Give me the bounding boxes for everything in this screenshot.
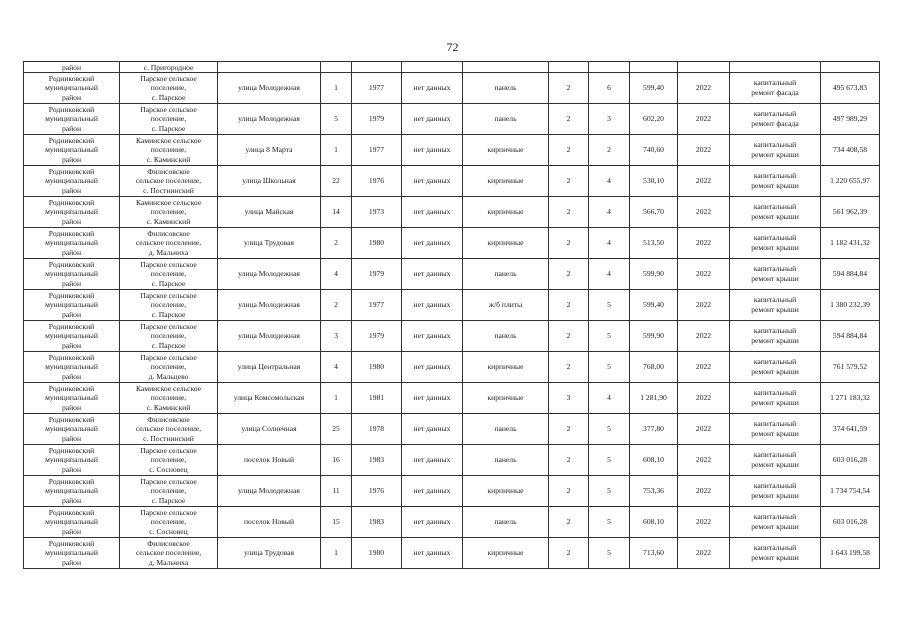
floors-cell: 2 — [549, 352, 589, 383]
entrances-cell: 5 — [589, 476, 630, 507]
settlement-cell: Филисовское сельское поселение, д. Мальчиха — [120, 538, 218, 569]
table-row — [24, 507, 880, 538]
district-cell: Родниковский муниципальный район — [24, 476, 120, 507]
area-cell: 599,90 — [630, 321, 678, 352]
year-built-cell: 1980 — [352, 352, 402, 383]
district-cell: Родниковский муниципальный район — [24, 352, 120, 383]
cost-cell: 761 579,52 — [821, 352, 880, 383]
year-built-cell: 1980 — [352, 538, 402, 569]
floors-cell: 3 — [549, 383, 589, 414]
table-row — [24, 197, 880, 228]
street-cell: улица Майская — [218, 197, 321, 228]
street-cell: улица Молодежная — [218, 321, 321, 352]
street-cell: улица Молодежная — [218, 476, 321, 507]
housing-repair-table — [23, 61, 880, 569]
year-built-cell: 1983 — [352, 507, 402, 538]
wall-material-cell: кирпичные — [463, 166, 549, 197]
cost-cell: 1 182 431,32 — [821, 228, 880, 259]
info-cell: нет данных — [402, 259, 463, 290]
street-cell: улица Трудовая — [218, 228, 321, 259]
plan-year-cell: 2022 — [678, 73, 730, 104]
settlement-cell: Филисовское сельское поселение, с. Постнинский — [120, 414, 218, 445]
cost-cell: 734 408,58 — [821, 135, 880, 166]
settlement-cell: с. Пригородное — [120, 62, 218, 73]
area-cell: 513,50 — [630, 228, 678, 259]
cost-cell: 495 673,83 — [821, 73, 880, 104]
wall-material-cell: кирпичные — [463, 383, 549, 414]
work-type-cell: капитальный ремонт крыши — [730, 228, 821, 259]
work-type-cell: капитальный ремонт крыши — [730, 445, 821, 476]
year-built-cell: 1978 — [352, 414, 402, 445]
plan-year-cell: 2022 — [678, 197, 730, 228]
year-built-cell: 1983 — [352, 445, 402, 476]
wall-material-cell: кирпичные — [463, 538, 549, 569]
work-type-cell: капитальный ремонт фасада — [730, 104, 821, 135]
house-number-cell: 1 — [321, 73, 352, 104]
info-cell: нет данных — [402, 352, 463, 383]
street-cell: улица Трудовая — [218, 538, 321, 569]
table-row — [24, 383, 880, 414]
street-cell: улица Молодежная — [218, 290, 321, 321]
year-built-cell: 1973 — [352, 197, 402, 228]
street-cell: поселок Новый — [218, 445, 321, 476]
district-cell: Родниковский муниципальный район — [24, 414, 120, 445]
wall-material-cell: панель — [463, 445, 549, 476]
cost-cell: 594 884,84 — [821, 259, 880, 290]
info-cell: нет данных — [402, 538, 463, 569]
house-number-cell: 2 — [321, 228, 352, 259]
table-row — [24, 259, 880, 290]
street-cell: улица Солнечная — [218, 414, 321, 445]
table-row — [24, 476, 880, 507]
year-built-cell: 1979 — [352, 259, 402, 290]
plan-year-cell: 2022 — [678, 445, 730, 476]
floors-cell: 2 — [549, 290, 589, 321]
table-row — [24, 62, 880, 73]
wall-material-cell: кирпичные — [463, 228, 549, 259]
area-cell: 768,00 — [630, 352, 678, 383]
cost-cell: 374 641,59 — [821, 414, 880, 445]
work-type-cell: капитальный ремонт крыши — [730, 166, 821, 197]
district-cell: Родниковский муниципальный район — [24, 290, 120, 321]
area-cell: 713,60 — [630, 538, 678, 569]
plan-year-cell: 2022 — [678, 166, 730, 197]
settlement-cell: Парское сельское поселение, с. Парское — [120, 290, 218, 321]
entrances-cell: 5 — [589, 445, 630, 476]
floors-cell: 2 — [549, 135, 589, 166]
table-row — [24, 321, 880, 352]
settlement-cell: Парское сельское поселение, с. Парское — [120, 321, 218, 352]
plan-year-cell: 2022 — [678, 290, 730, 321]
area-cell: 602,20 — [630, 104, 678, 135]
info-cell: нет данных — [402, 290, 463, 321]
entrances-cell: 4 — [589, 383, 630, 414]
cost-cell: 1 380 232,39 — [821, 290, 880, 321]
settlement-cell: Парское сельское поселение, д. Мальцево — [120, 352, 218, 383]
entrances-cell: 5 — [589, 414, 630, 445]
district-cell: Родниковский муниципальный район — [24, 228, 120, 259]
work-type-cell: капитальный ремонт крыши — [730, 414, 821, 445]
year-built-cell: 1979 — [352, 321, 402, 352]
entrances-cell: 4 — [589, 197, 630, 228]
street-cell: улица Центральная — [218, 352, 321, 383]
info-cell: нет данных — [402, 135, 463, 166]
cost-cell: 497 989,29 — [821, 104, 880, 135]
wall-material-cell: панель — [463, 259, 549, 290]
area-cell: 753,36 — [630, 476, 678, 507]
wall-material-cell: кирпичные — [463, 352, 549, 383]
year-built-cell: 1981 — [352, 383, 402, 414]
cost-cell: 1 734 754,54 — [821, 476, 880, 507]
area-cell: 1 281,90 — [630, 383, 678, 414]
work-type-cell: капитальный ремонт фасада — [730, 73, 821, 104]
year-built-cell: 1976 — [352, 166, 402, 197]
work-type-cell: капитальный ремонт крыши — [730, 290, 821, 321]
entrances-cell: 4 — [589, 259, 630, 290]
area-cell: 599,90 — [630, 259, 678, 290]
cost-cell: 561 962,39 — [821, 197, 880, 228]
street-cell: улица Школьная — [218, 166, 321, 197]
entrances-cell: 5 — [589, 321, 630, 352]
table-row — [24, 445, 880, 476]
wall-material-cell: панель — [463, 104, 549, 135]
year-built-cell: 1977 — [352, 135, 402, 166]
floors-cell: 2 — [549, 476, 589, 507]
plan-year-cell: 2022 — [678, 476, 730, 507]
info-cell: нет данных — [402, 228, 463, 259]
plan-year-cell: 2022 — [678, 414, 730, 445]
house-number-cell: 4 — [321, 259, 352, 290]
plan-year-cell: 2022 — [678, 228, 730, 259]
wall-material-cell: панель — [463, 507, 549, 538]
area-cell: 566,70 — [630, 197, 678, 228]
info-cell: нет данных — [402, 507, 463, 538]
info-cell: нет данных — [402, 166, 463, 197]
work-type-cell: капитальный ремонт крыши — [730, 197, 821, 228]
floors-cell: 2 — [549, 228, 589, 259]
work-type-cell: капитальный ремонт крыши — [730, 321, 821, 352]
cost-cell: 603 016,28 — [821, 507, 880, 538]
page-number: 72 — [446, 40, 459, 54]
entrances-cell: 4 — [589, 166, 630, 197]
work-type-cell: капитальный ремонт крыши — [730, 383, 821, 414]
info-cell: нет данных — [402, 414, 463, 445]
info-cell: нет данных — [402, 73, 463, 104]
street-cell: улица Молодежная — [218, 104, 321, 135]
info-cell: нет данных — [402, 383, 463, 414]
info-cell: нет данных — [402, 321, 463, 352]
wall-material-cell: панель — [463, 321, 549, 352]
floors-cell: 2 — [549, 414, 589, 445]
house-number-cell: 4 — [321, 352, 352, 383]
house-number-cell: 25 — [321, 414, 352, 445]
entrances-cell: 6 — [589, 73, 630, 104]
house-number-cell: 2 — [321, 290, 352, 321]
house-number-cell: 3 — [321, 321, 352, 352]
house-number-cell: 1 — [321, 538, 352, 569]
table-row — [24, 104, 880, 135]
plan-year-cell: 2022 — [678, 352, 730, 383]
year-built-cell: 1977 — [352, 290, 402, 321]
district-cell: Родниковский муниципальный район — [24, 321, 120, 352]
work-type-cell: капитальный ремонт крыши — [730, 352, 821, 383]
info-cell: нет данных — [402, 104, 463, 135]
street-cell: улица Молодежная — [218, 259, 321, 290]
table-row — [24, 414, 880, 445]
settlement-cell: Филисовское сельское поселение, д. Мальчиха — [120, 228, 218, 259]
plan-year-cell: 2022 — [678, 321, 730, 352]
entrances-cell: 5 — [589, 290, 630, 321]
street-cell: улица Комсомольская — [218, 383, 321, 414]
house-number-cell: 5 — [321, 104, 352, 135]
wall-material-cell: кирпичные — [463, 135, 549, 166]
table-row — [24, 538, 880, 569]
floors-cell: 2 — [549, 73, 589, 104]
work-type-cell: капитальный ремонт крыши — [730, 476, 821, 507]
plan-year-cell: 2022 — [678, 383, 730, 414]
floors-cell: 2 — [549, 507, 589, 538]
area-cell: 599,40 — [630, 73, 678, 104]
district-cell: Родниковский муниципальный район — [24, 104, 120, 135]
table-row — [24, 290, 880, 321]
house-number-cell: 1 — [321, 383, 352, 414]
cost-cell: 1 643 199,58 — [821, 538, 880, 569]
settlement-cell: Парское сельское поселение, с. Парское — [120, 476, 218, 507]
plan-year-cell: 2022 — [678, 507, 730, 538]
settlement-cell: Парское сельское поселение, с. Сосновец — [120, 507, 218, 538]
area-cell: 377,80 — [630, 414, 678, 445]
wall-material-cell: кирпичные — [463, 476, 549, 507]
district-cell: Родниковский муниципальный район — [24, 135, 120, 166]
settlement-cell: Парское сельское поселение, с. Парское — [120, 259, 218, 290]
table-row — [24, 352, 880, 383]
settlement-cell: Каминское сельское поселение, с. Каминский — [120, 197, 218, 228]
plan-year-cell: 2022 — [678, 104, 730, 135]
area-cell: 608,10 — [630, 445, 678, 476]
work-type-cell: капитальный ремонт крыши — [730, 538, 821, 569]
house-number-cell: 1 — [321, 135, 352, 166]
area-cell: 608,10 — [630, 507, 678, 538]
floors-cell: 2 — [549, 197, 589, 228]
district-cell: Родниковский муниципальный район — [24, 538, 120, 569]
street-cell: поселок Новый — [218, 507, 321, 538]
area-cell: 599,40 — [630, 290, 678, 321]
district-cell: Родниковский муниципальный район — [24, 383, 120, 414]
info-cell: нет данных — [402, 476, 463, 507]
info-cell: нет данных — [402, 445, 463, 476]
settlement-cell: Парское сельское поселение, с. Парское — [120, 104, 218, 135]
area-cell: 530,10 — [630, 166, 678, 197]
entrances-cell: 5 — [589, 507, 630, 538]
table-row — [24, 228, 880, 259]
table-row — [24, 73, 880, 104]
floors-cell: 2 — [549, 445, 589, 476]
cost-cell: 603 016,28 — [821, 445, 880, 476]
district-cell: Родниковский муниципальный район — [24, 259, 120, 290]
cost-cell: 1 220 655,97 — [821, 166, 880, 197]
settlement-cell: Каминское сельское поселение, с. Каминский — [120, 383, 218, 414]
plan-year-cell: 2022 — [678, 259, 730, 290]
floors-cell: 2 — [549, 166, 589, 197]
wall-material-cell: ж/б плиты — [463, 290, 549, 321]
settlement-cell: Парское сельское поселение, с. Парское — [120, 73, 218, 104]
entrances-cell: 4 — [589, 228, 630, 259]
area-cell: 740,60 — [630, 135, 678, 166]
work-type-cell: капитальный ремонт крыши — [730, 259, 821, 290]
plan-year-cell: 2022 — [678, 135, 730, 166]
floors-cell: 2 — [549, 104, 589, 135]
wall-material-cell: панель — [463, 414, 549, 445]
entrances-cell: 3 — [589, 104, 630, 135]
cost-cell: 594 884,84 — [821, 321, 880, 352]
work-type-cell: капитальный ремонт крыши — [730, 507, 821, 538]
year-built-cell: 1977 — [352, 73, 402, 104]
street-cell: улица 8 Марта — [218, 135, 321, 166]
street-cell: улица Молодежная — [218, 73, 321, 104]
wall-material-cell: кирпичные — [463, 197, 549, 228]
district-cell: Родниковский муниципальный район — [24, 73, 120, 104]
entrances-cell: 5 — [589, 352, 630, 383]
info-cell: нет данных — [402, 197, 463, 228]
settlement-cell: Каминское сельское поселение, с. Каминский — [120, 135, 218, 166]
entrances-cell: 5 — [589, 538, 630, 569]
house-number-cell: 15 — [321, 507, 352, 538]
year-built-cell: 1979 — [352, 104, 402, 135]
house-number-cell: 14 — [321, 197, 352, 228]
year-built-cell: 1976 — [352, 476, 402, 507]
district-cell: Родниковский муниципальный район — [24, 445, 120, 476]
district-cell: район — [24, 62, 120, 73]
house-number-cell: 11 — [321, 476, 352, 507]
year-built-cell: 1980 — [352, 228, 402, 259]
floors-cell: 2 — [549, 538, 589, 569]
cost-cell: 1 271 183,32 — [821, 383, 880, 414]
district-cell: Родниковский муниципальный район — [24, 197, 120, 228]
floors-cell: 2 — [549, 259, 589, 290]
floors-cell: 2 — [549, 321, 589, 352]
house-number-cell: 16 — [321, 445, 352, 476]
plan-year-cell: 2022 — [678, 538, 730, 569]
work-type-cell: капитальный ремонт крыши — [730, 135, 821, 166]
entrances-cell: 2 — [589, 135, 630, 166]
table-row — [24, 166, 880, 197]
wall-material-cell: панель — [463, 73, 549, 104]
district-cell: Родниковский муниципальный район — [24, 507, 120, 538]
settlement-cell: Филисовское сельское поселение, с. Постнинский — [120, 166, 218, 197]
table-row — [24, 135, 880, 166]
house-number-cell: 22 — [321, 166, 352, 197]
settlement-cell: Парское сельское поселение, с. Сосновец — [120, 445, 218, 476]
district-cell: Родниковский муниципальный район — [24, 166, 120, 197]
